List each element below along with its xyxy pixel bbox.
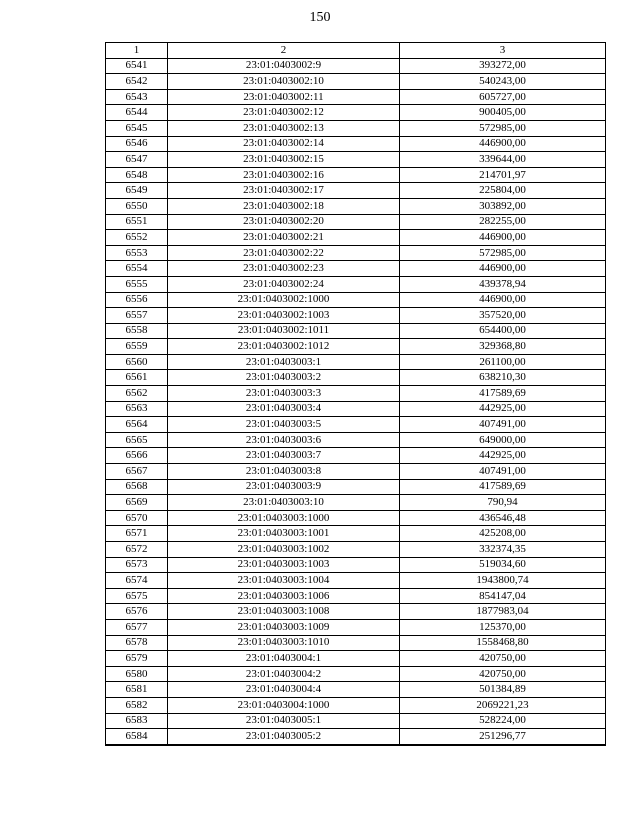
cadastral-number-cell: 23:01:0403002:16	[168, 167, 400, 183]
cadastral-value-cell: 436546,48	[400, 510, 606, 526]
table-row	[106, 510, 606, 526]
cadastral-value-cell: 1943800,74	[400, 573, 606, 589]
cadastral-value-cell: 519034,60	[400, 557, 606, 573]
cadastral-number-cell: 23:01:0403004:1000	[168, 697, 400, 713]
cadastral-value-cell: 638210,30	[400, 370, 606, 386]
cadastral-value-cell: 649000,00	[400, 432, 606, 448]
table-row	[106, 136, 606, 152]
cadastral-value-cell: 446900,00	[400, 230, 606, 246]
table-row	[106, 308, 606, 324]
column-header-1: 1	[106, 43, 168, 59]
cadastral-value-cell: 446900,00	[400, 261, 606, 277]
table-row	[106, 323, 606, 339]
cadastral-number-cell: 23:01:0403003:2	[168, 370, 400, 386]
table-row	[106, 292, 606, 308]
table-row	[106, 729, 606, 745]
row-number-cell: 6572	[106, 542, 168, 558]
table-row	[106, 261, 606, 277]
row-number-cell: 6558	[106, 323, 168, 339]
cadastral-value-cell: 420750,00	[400, 666, 606, 682]
cadastral-value-cell: 225804,00	[400, 183, 606, 199]
cadastral-number-cell: 23:01:0403002:1003	[168, 308, 400, 324]
table-row	[106, 448, 606, 464]
row-number-cell: 6556	[106, 292, 168, 308]
row-number-cell: 6574	[106, 573, 168, 589]
cadastral-number-cell: 23:01:0403003:7	[168, 448, 400, 464]
cadastral-number-cell: 23:01:0403004:4	[168, 682, 400, 698]
cadastral-value-cell: 654400,00	[400, 323, 606, 339]
row-number-cell: 6579	[106, 651, 168, 667]
table-row	[106, 573, 606, 589]
row-number-cell: 6542	[106, 74, 168, 90]
cadastral-value-cell: 251296,77	[400, 729, 606, 745]
cadastral-number-cell: 23:01:0403003:6	[168, 432, 400, 448]
row-number-cell: 6581	[106, 682, 168, 698]
cadastral-value-cell: 282255,00	[400, 214, 606, 230]
cadastral-value-cell: 1558468,80	[400, 635, 606, 651]
cadastral-number-cell: 23:01:0403002:11	[168, 89, 400, 105]
table-row	[106, 370, 606, 386]
cadastral-value-cell: 417589,69	[400, 479, 606, 495]
cadastral-number-cell: 23:01:0403003:1009	[168, 619, 400, 635]
row-number-cell: 6551	[106, 214, 168, 230]
cadastral-number-cell: 23:01:0403003:5	[168, 417, 400, 433]
cadastral-value-cell: 572985,00	[400, 245, 606, 261]
table-row	[106, 666, 606, 682]
row-number-cell: 6549	[106, 183, 168, 199]
table-row	[106, 230, 606, 246]
cadastral-value-cell: 900405,00	[400, 105, 606, 121]
cadastral-value-cell: 1877983,04	[400, 604, 606, 620]
table-row	[106, 152, 606, 168]
cadastral-number-cell: 23:01:0403002:1012	[168, 339, 400, 355]
cadastral-value-cell: 339644,00	[400, 152, 606, 168]
cadastral-number-cell: 23:01:0403004:1	[168, 651, 400, 667]
cadastral-value-cell: 540243,00	[400, 74, 606, 90]
cadastral-number-cell: 23:01:0403002:14	[168, 136, 400, 152]
table-row	[106, 386, 606, 402]
table-row	[106, 183, 606, 199]
cadastral-value-cell: 439378,94	[400, 276, 606, 292]
table-row	[106, 651, 606, 667]
row-number-cell: 6557	[106, 308, 168, 324]
table-row	[106, 198, 606, 214]
table-row	[106, 682, 606, 698]
page-number: 150	[309, 10, 331, 25]
table-row	[106, 635, 606, 651]
cadastral-number-cell: 23:01:0403003:3	[168, 386, 400, 402]
cadastral-value-cell: 442925,00	[400, 401, 606, 417]
cadastral-number-cell: 23:01:0403005:1	[168, 713, 400, 729]
table-row	[106, 245, 606, 261]
cadastral-number-cell: 23:01:0403002:18	[168, 198, 400, 214]
cadastral-number-cell: 23:01:0403002:12	[168, 105, 400, 121]
cadastral-value-cell: 446900,00	[400, 292, 606, 308]
table-row	[106, 557, 606, 573]
row-number-cell: 6566	[106, 448, 168, 464]
table-row	[106, 354, 606, 370]
cadastral-value-cell: 417589,69	[400, 386, 606, 402]
cadastral-number-cell: 23:01:0403003:1004	[168, 573, 400, 589]
table-header-row	[106, 43, 606, 59]
table-row	[106, 167, 606, 183]
table-row	[106, 526, 606, 542]
row-number-cell: 6569	[106, 495, 168, 511]
cadastral-number-cell: 23:01:0403003:1001	[168, 526, 400, 542]
row-number-cell: 6546	[106, 136, 168, 152]
row-number-cell: 6568	[106, 479, 168, 495]
cadastral-value-cell: 442925,00	[400, 448, 606, 464]
row-number-cell: 6560	[106, 354, 168, 370]
cadastral-value-cell: 214701,97	[400, 167, 606, 183]
table-row	[106, 697, 606, 713]
cadastral-value-cell: 125370,00	[400, 619, 606, 635]
row-number-cell: 6567	[106, 464, 168, 480]
cadastral-number-cell: 23:01:0403002:10	[168, 74, 400, 90]
row-number-cell: 6543	[106, 89, 168, 105]
cadastral-value-cell: 420750,00	[400, 651, 606, 667]
table-row	[106, 339, 606, 355]
table-row	[106, 713, 606, 729]
table-row	[106, 588, 606, 604]
cadastral-number-cell: 23:01:0403002:17	[168, 183, 400, 199]
row-number-cell: 6564	[106, 417, 168, 433]
cadastral-value-cell: 501384,89	[400, 682, 606, 698]
cadastral-number-cell: 23:01:0403002:15	[168, 152, 400, 168]
table-row	[106, 604, 606, 620]
cadastral-value-cell: 329368,80	[400, 339, 606, 355]
cadastral-number-cell: 23:01:0403005:2	[168, 729, 400, 745]
row-number-cell: 6561	[106, 370, 168, 386]
cadastral-number-cell: 23:01:0403002:1011	[168, 323, 400, 339]
row-number-cell: 6576	[106, 604, 168, 620]
table-row	[106, 401, 606, 417]
table-row	[106, 495, 606, 511]
cadastral-number-cell: 23:01:0403002:9	[168, 58, 400, 74]
row-number-cell: 6578	[106, 635, 168, 651]
cadastral-number-cell: 23:01:0403003:1010	[168, 635, 400, 651]
cadastral-value-cell: 261100,00	[400, 354, 606, 370]
cadastral-value-cell: 332374,35	[400, 542, 606, 558]
cadastral-number-cell: 23:01:0403002:13	[168, 120, 400, 136]
cadastral-number-cell: 23:01:0403002:20	[168, 214, 400, 230]
cadastral-number-cell: 23:01:0403002:22	[168, 245, 400, 261]
row-number-cell: 6548	[106, 167, 168, 183]
cadastral-number-cell: 23:01:0403003:9	[168, 479, 400, 495]
row-number-cell: 6577	[106, 619, 168, 635]
cadastral-value-cell: 393272,00	[400, 58, 606, 74]
table-row	[106, 214, 606, 230]
table-row	[106, 432, 606, 448]
cadastral-value-cell: 303892,00	[400, 198, 606, 214]
row-number-cell: 6562	[106, 386, 168, 402]
row-number-cell: 6545	[106, 120, 168, 136]
cadastral-value-cell: 528224,00	[400, 713, 606, 729]
table-row	[106, 120, 606, 136]
cadastral-number-cell: 23:01:0403002:23	[168, 261, 400, 277]
row-number-cell: 6575	[106, 588, 168, 604]
row-number-cell: 6565	[106, 432, 168, 448]
table-row	[106, 464, 606, 480]
table-row	[106, 619, 606, 635]
row-number-cell: 6544	[106, 105, 168, 121]
table-row	[106, 105, 606, 121]
row-number-cell: 6547	[106, 152, 168, 168]
cadastral-value-cell: 2069221,23	[400, 697, 606, 713]
cadastral-value-cell: 407491,00	[400, 464, 606, 480]
cadastral-number-cell: 23:01:0403003:1002	[168, 542, 400, 558]
table-body	[106, 58, 606, 745]
row-number-cell: 6555	[106, 276, 168, 292]
row-number-cell: 6580	[106, 666, 168, 682]
row-number-cell: 6584	[106, 729, 168, 745]
cadastral-number-cell: 23:01:0403002:21	[168, 230, 400, 246]
table-row	[106, 417, 606, 433]
column-header-2: 2	[168, 43, 400, 59]
cadastral-number-cell: 23:01:0403004:2	[168, 666, 400, 682]
cadastral-value-cell: 605727,00	[400, 89, 606, 105]
cadastral-value-cell: 572985,00	[400, 120, 606, 136]
row-number-cell: 6571	[106, 526, 168, 542]
cadastral-number-cell: 23:01:0403003:8	[168, 464, 400, 480]
cadastral-number-cell: 23:01:0403003:4	[168, 401, 400, 417]
cadastral-value-table	[105, 42, 606, 746]
cadastral-number-cell: 23:01:0403003:10	[168, 495, 400, 511]
cadastral-number-cell: 23:01:0403003:1006	[168, 588, 400, 604]
cadastral-number-cell: 23:01:0403002:1000	[168, 292, 400, 308]
cadastral-value-cell: 357520,00	[400, 308, 606, 324]
cadastral-value-cell: 425208,00	[400, 526, 606, 542]
row-number-cell: 6583	[106, 713, 168, 729]
cadastral-number-cell: 23:01:0403003:1	[168, 354, 400, 370]
cadastral-number-cell: 23:01:0403003:1000	[168, 510, 400, 526]
table-row	[106, 89, 606, 105]
row-number-cell: 6573	[106, 557, 168, 573]
row-number-cell: 6541	[106, 58, 168, 74]
cadastral-value-cell: 854147,04	[400, 588, 606, 604]
cadastral-value-cell: 446900,00	[400, 136, 606, 152]
cadastral-value-cell: 790,94	[400, 495, 606, 511]
table-row	[106, 479, 606, 495]
row-number-cell: 6554	[106, 261, 168, 277]
row-number-cell: 6550	[106, 198, 168, 214]
row-number-cell: 6582	[106, 697, 168, 713]
row-number-cell: 6570	[106, 510, 168, 526]
row-number-cell: 6559	[106, 339, 168, 355]
row-number-cell: 6552	[106, 230, 168, 246]
table-row	[106, 74, 606, 90]
row-number-cell: 6553	[106, 245, 168, 261]
cadastral-number-cell: 23:01:0403002:24	[168, 276, 400, 292]
table-row	[106, 276, 606, 292]
cadastral-number-cell: 23:01:0403003:1008	[168, 604, 400, 620]
table-row	[106, 58, 606, 74]
table-row	[106, 542, 606, 558]
row-number-cell: 6563	[106, 401, 168, 417]
cadastral-number-cell: 23:01:0403003:1003	[168, 557, 400, 573]
column-header-3: 3	[400, 43, 606, 59]
cadastral-value-cell: 407491,00	[400, 417, 606, 433]
